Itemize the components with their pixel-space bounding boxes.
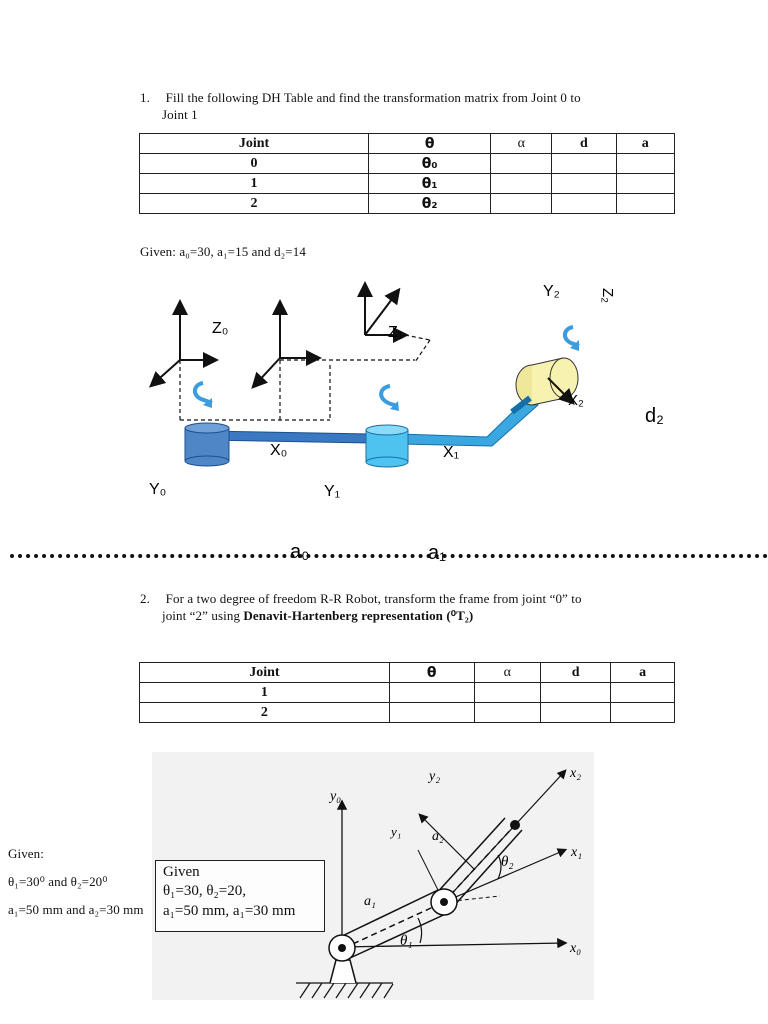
table-row (140, 683, 675, 703)
figure-given-box (155, 860, 325, 932)
base-joint-cylinder (185, 423, 229, 466)
label-y2: y₂ (429, 769, 441, 784)
label-d2: d₂ (645, 405, 664, 427)
cell-a[interactable] (616, 154, 674, 174)
cell-alpha[interactable] (491, 154, 552, 174)
cell-theta: θ₁ (368, 174, 490, 194)
label-y1: Y₁ (324, 483, 341, 500)
header-alpha: α (491, 134, 552, 154)
table-row (140, 703, 675, 723)
figure-given-line2: a₁=50 mm, a₁=30 mm (163, 903, 296, 919)
cell-d[interactable] (552, 154, 616, 174)
cell-joint: 1 (140, 683, 390, 703)
table-header-row (140, 663, 675, 683)
header-d: d (552, 134, 616, 154)
joint-1-pin (431, 889, 457, 915)
label-x2: x₂ (570, 766, 582, 781)
question-1 (140, 89, 680, 106)
header-theta: θ (368, 134, 490, 154)
ground-hatch (296, 983, 393, 998)
joint-1-cylinder (366, 425, 408, 467)
cell-alpha[interactable] (474, 703, 541, 723)
question-1-text: Fill the following DH Table and find the transformation matrix from Joint 0 to (165, 90, 581, 105)
question-2-text: For a two degree of freedom R-R Robot, transform the frame from joint “0” to (165, 591, 582, 606)
cell-theta[interactable] (389, 703, 474, 723)
header-theta: θ (389, 663, 474, 683)
cell-joint: 2 (140, 703, 390, 723)
cell-joint: 0 (140, 154, 369, 174)
cell-d[interactable] (552, 174, 616, 194)
cell-d[interactable] (541, 703, 611, 723)
label-x0: X₀ (270, 442, 288, 459)
label-z1: Z₁ (388, 324, 404, 341)
cell-theta: θ₂ (368, 194, 490, 214)
question-2-text-bold: Denavit-Hartenberg representation (⁰T₂) (243, 608, 474, 623)
joint-0-pin (329, 935, 355, 961)
cell-a[interactable] (616, 194, 674, 214)
cell-a[interactable] (611, 683, 675, 703)
robot-arm-figure (0, 270, 768, 564)
table-row (140, 194, 675, 214)
question-2-given-title: Given: (8, 846, 44, 861)
label-y1: y₁ (391, 824, 402, 839)
cell-d[interactable] (541, 683, 611, 703)
cell-joint: 1 (140, 174, 369, 194)
header-d: d (541, 663, 611, 683)
label-a1: a₁ (364, 894, 376, 909)
table-row (140, 154, 675, 174)
question-1-given: Given: a₀=30, a₁=15 and d₂=14 (140, 244, 306, 259)
link-0 (205, 431, 370, 443)
x2-axis (444, 771, 565, 902)
question-2 (140, 590, 680, 607)
frame-0-axes (152, 303, 215, 385)
label-x2: X₂ (568, 392, 584, 409)
end-effector-point (510, 820, 520, 830)
cell-theta[interactable] (389, 683, 474, 703)
rotation-arrow-icon (381, 386, 398, 406)
label-x0: x₀ (570, 941, 582, 956)
dh-table-2 (139, 662, 675, 723)
question-2-text-prefix: joint “2” using (162, 608, 244, 623)
header-a: a (611, 663, 675, 683)
label-a2: a₂ (432, 829, 444, 844)
label-x1: x₁ (571, 845, 583, 860)
figure-given-line1: θ₁=30, θ₂=20, (163, 883, 246, 899)
y2-axis (420, 815, 474, 869)
question-1-text-line2: Joint 1 (162, 107, 198, 122)
label-x1: X₁ (443, 444, 460, 461)
header-alpha: α (474, 663, 541, 683)
question-2-text-line2 (162, 607, 473, 624)
label-theta2: θ₂ (501, 854, 514, 870)
question-2-given-lengths: a₁=50 mm and a₂=30 mm (8, 902, 144, 917)
pedestal (330, 960, 356, 983)
label-y0: y₀ (330, 789, 342, 804)
header-joint: Joint (140, 663, 390, 683)
label-z2: Z₂ (599, 288, 616, 303)
label-a0: a₀ (290, 541, 310, 563)
table-header-row (140, 134, 675, 154)
section-divider (10, 554, 768, 558)
cell-alpha[interactable] (474, 683, 541, 703)
header-a: a (616, 134, 674, 154)
dh-table-1 (139, 133, 675, 214)
label-y0: Y₀ (149, 481, 167, 498)
frame-1-axes (254, 303, 318, 386)
label-a1: a₁ (428, 542, 446, 564)
figure-given-title: Given (163, 864, 200, 880)
cell-d[interactable] (552, 194, 616, 214)
theta1-arc (418, 918, 422, 943)
label-z0: Z₀ (212, 320, 229, 337)
cell-joint: 2 (140, 194, 369, 214)
question-1-number: 1. (140, 90, 150, 105)
table-row (140, 174, 675, 194)
cell-alpha[interactable] (491, 174, 552, 194)
label-y2: Y₂ (543, 283, 560, 300)
question-2-given-angles: θ₁=30⁰ and θ₂=20⁰ (8, 874, 108, 889)
question-2-number: 2. (140, 591, 150, 606)
cell-a[interactable] (611, 703, 675, 723)
cell-alpha[interactable] (491, 194, 552, 214)
header-joint: Joint (140, 134, 369, 154)
cell-theta: θ₀ (368, 154, 490, 174)
label-theta1: θ₁ (400, 933, 413, 949)
cell-a[interactable] (616, 174, 674, 194)
